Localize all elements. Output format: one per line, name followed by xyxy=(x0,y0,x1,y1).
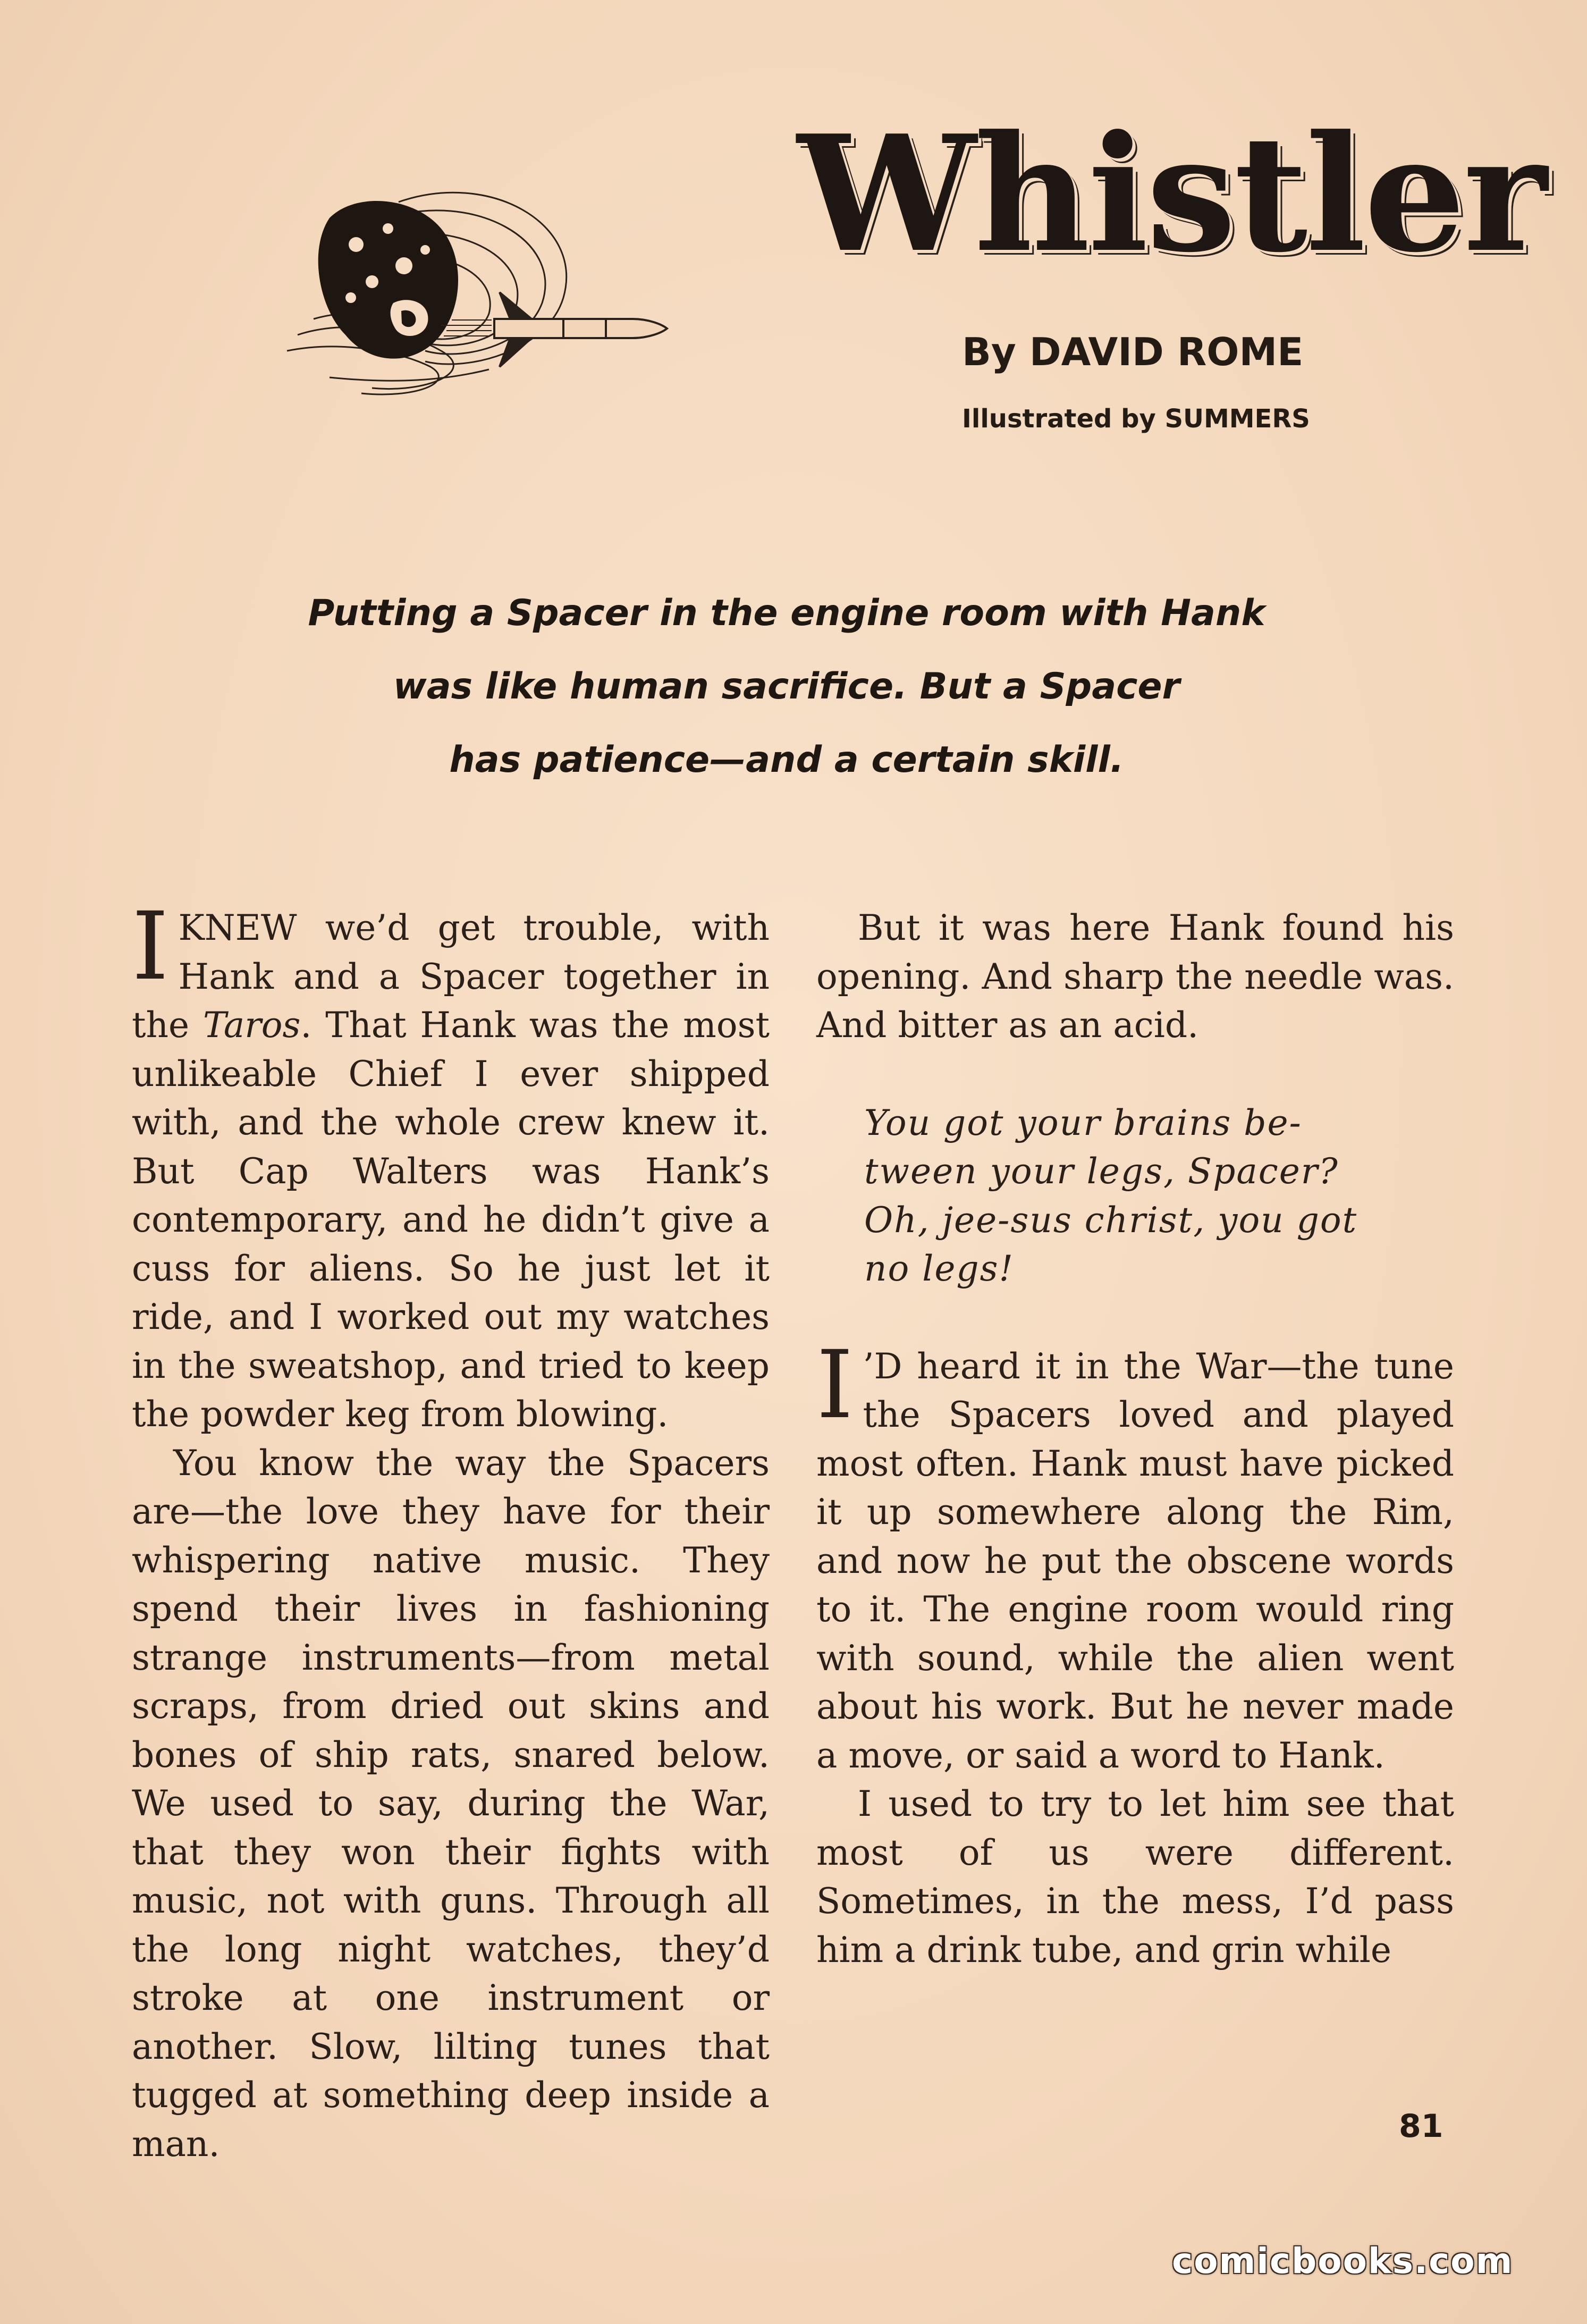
blurb-line: has patience—and a certain skill. xyxy=(449,739,1124,781)
blurb-line: was like human sacrifice. But a Spacer xyxy=(393,666,1180,708)
story-title: Whistler xyxy=(797,100,1546,288)
paragraph: But it was here Hank found his opening. And sharp the needle was. And bitter as an acid. xyxy=(816,907,1454,1046)
paragraph-text: ’D heard it in the War—the tune the Spacers loved and played most often. Hank must have picked it up somewhere along the Rim, and now he put the obscene words to it. The engine room would ring with sound, while the alien went about his work. But he never made a move, or said a word to Hank. xyxy=(816,1345,1454,1776)
drop-cap: I xyxy=(132,892,169,1001)
site-watermark: comicbooks.com xyxy=(1172,2241,1514,2281)
paragraph xyxy=(132,892,770,1439)
blurb-line: Putting a Spacer in the engine room with Hank xyxy=(308,592,1265,634)
illustrator-credit: Illustrated by SUMMERS xyxy=(962,404,1310,434)
drop-cap: I xyxy=(816,1330,854,1439)
page-number: 81 xyxy=(1399,2108,1444,2145)
paragraph: I used to try to let him see that most of us were different. Sometimes, in the mess, I’d pass him a drink tube, and grin while xyxy=(816,1783,1454,1971)
paragraph-text: KNEW we’d get trouble, with Hank and a Spacer together in the xyxy=(132,907,770,1046)
verse-line: You got your brains be- xyxy=(864,1102,1302,1143)
spaceship-illustration xyxy=(266,159,670,409)
paragraph xyxy=(816,1330,1454,1780)
paragraph: You know the way the Spacers are—the love they have for their whispering native music. They spend their lives in fashioning strange instruments—from metal scraps, from dried out skins and bones of ship rats, snared below. We used to say, during the War, that they won their fights with music, not with guns. Through all the long night watches, they’d stroke at one instrument or another. Slow, lilting tunes that tugged at something deep inside a man. xyxy=(132,1442,770,2165)
verse-line: Oh, jee-sus christ, you got xyxy=(864,1199,1358,1241)
ship-name: Taros xyxy=(202,1005,301,1046)
paragraph-text: . That Hank was the most unlikeable Chief I ever shipped with, and the whole crew knew it. But Cap Walters was Hank’s contemporary, and he didn’t give a cuss for aliens. So he just let it ride, and I worked out my watches in the sweatshop, and tried to keep the powder keg from blowing. xyxy=(132,1005,770,1435)
story-blurb xyxy=(202,577,1371,797)
verse-line: tween your legs, Spacer? xyxy=(864,1151,1339,1192)
text-column-right xyxy=(816,904,1454,1974)
song-verse xyxy=(864,1099,1454,1293)
text-column-left xyxy=(132,892,770,2168)
author-byline: By DAVID ROME xyxy=(962,330,1304,374)
verse-line: no legs! xyxy=(864,1248,1015,1289)
